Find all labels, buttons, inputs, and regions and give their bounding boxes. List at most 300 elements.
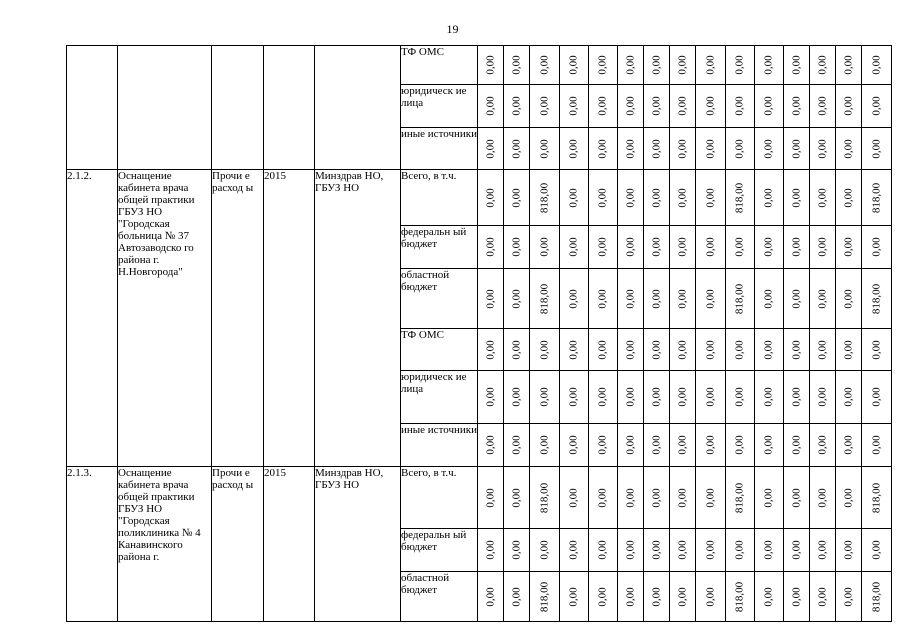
value-text: 0,00 [624, 540, 636, 560]
value-text: 0,00 [816, 96, 828, 116]
funding-source-text: федеральн ый бюджет [401, 226, 467, 250]
value-cell [810, 46, 836, 85]
funding-source-text: Всего, в т.ч. [401, 170, 457, 182]
value-text: 0,00 [842, 187, 854, 208]
value-cell [670, 467, 696, 529]
value-text: 0,00 [538, 55, 550, 75]
expense-type-text: Прочи е расход ы [212, 170, 254, 194]
value-text: 0,00 [510, 435, 522, 455]
value-cell [810, 572, 836, 622]
value-cell [530, 85, 560, 128]
value-cell [644, 269, 670, 329]
value-text: 0,00 [676, 339, 688, 360]
year [264, 170, 315, 467]
value-cell [836, 329, 862, 371]
value-text: 0,00 [816, 288, 828, 309]
value-text: 0,00 [676, 586, 688, 607]
value-text: 0,00 [762, 55, 775, 75]
value-text: 0,00 [704, 187, 716, 208]
year-text: 2015 [264, 467, 286, 479]
value-text: 0,00 [676, 540, 688, 560]
value-text: 0,00 [484, 288, 496, 309]
value-text: 0,00 [484, 487, 496, 508]
value-text: 818,00 [538, 182, 550, 213]
value-cell [755, 269, 784, 329]
value-cell [504, 269, 530, 329]
value-cell [810, 424, 836, 467]
value-text: 0,00 [733, 339, 746, 360]
item-code-text: 2.1.3. [67, 467, 92, 479]
value-cell [644, 46, 670, 85]
value-text: 0,00 [676, 435, 688, 455]
value-cell [670, 226, 696, 269]
value-cell [589, 424, 618, 467]
value-cell [696, 128, 726, 170]
value-text: 818,00 [733, 283, 746, 314]
value-text: 0,00 [733, 138, 746, 159]
value-cell [504, 371, 530, 424]
value-text: 0,00 [624, 55, 636, 75]
executor [315, 170, 401, 467]
value-text: 0,00 [624, 187, 636, 208]
value-cell [644, 226, 670, 269]
item-name [118, 467, 212, 622]
year-text: 2015 [264, 170, 286, 182]
value-text: 0,00 [676, 138, 688, 159]
value-cell [644, 128, 670, 170]
value-cell [836, 467, 862, 529]
value-cell [478, 128, 504, 170]
value-cell [755, 46, 784, 85]
value-cell [560, 269, 589, 329]
value-text: 0,00 [596, 487, 609, 508]
value-text: 0,00 [624, 435, 636, 455]
value-text: 818,00 [870, 283, 882, 314]
value-cell [862, 371, 892, 424]
value-text: 818,00 [538, 283, 550, 314]
value-cell [504, 226, 530, 269]
value-cell [478, 371, 504, 424]
value-text: 0,00 [704, 138, 716, 159]
value-cell [755, 226, 784, 269]
value-text: 0,00 [650, 387, 662, 407]
executor [315, 467, 401, 622]
funding-source-text: юридическ ие лица [401, 371, 467, 395]
value-cell [589, 572, 618, 622]
value-cell [504, 170, 530, 226]
funding-source [401, 85, 478, 128]
value-cell [726, 424, 755, 467]
value-text: 0,00 [816, 487, 828, 508]
value-text: 0,00 [650, 487, 662, 508]
value-cell [862, 128, 892, 170]
value-text: 0,00 [567, 55, 580, 75]
value-cell [670, 529, 696, 572]
value-text: 0,00 [650, 339, 662, 360]
expense-type [212, 170, 264, 467]
value-text: 0,00 [567, 288, 580, 309]
funding-source-text: Всего, в т.ч. [401, 467, 457, 479]
value-cell [589, 269, 618, 329]
value-text: 818,00 [733, 482, 746, 513]
value-text: 0,00 [567, 586, 580, 607]
value-cell [836, 85, 862, 128]
value-cell [784, 572, 810, 622]
value-text: 0,00 [510, 288, 522, 309]
value-text: 0,00 [733, 55, 746, 75]
value-text: 0,00 [704, 237, 716, 257]
value-text: 0,00 [790, 288, 802, 309]
value-cell [696, 170, 726, 226]
value-text: 0,00 [567, 237, 580, 257]
value-cell [810, 467, 836, 529]
value-text: 0,00 [816, 237, 828, 257]
value-text: 0,00 [816, 339, 828, 360]
value-cell [755, 572, 784, 622]
value-cell [670, 46, 696, 85]
funding-source [401, 371, 478, 424]
funding-source-text: федеральн ый бюджет [401, 529, 467, 553]
value-text: 0,00 [733, 96, 746, 116]
value-cell [530, 128, 560, 170]
value-cell [504, 85, 530, 128]
value-text: 0,00 [676, 187, 688, 208]
value-text: 0,00 [816, 138, 828, 159]
value-cell [530, 269, 560, 329]
value-cell [670, 329, 696, 371]
value-cell [862, 529, 892, 572]
expense-type [212, 467, 264, 622]
value-text: 0,00 [624, 586, 636, 607]
expense-type-text: Прочи е расход ы [212, 467, 254, 491]
value-cell [755, 329, 784, 371]
value-cell [670, 424, 696, 467]
value-cell [755, 529, 784, 572]
value-cell [618, 371, 644, 424]
value-cell [644, 371, 670, 424]
value-text: 0,00 [567, 339, 580, 360]
value-text: 0,00 [650, 96, 662, 116]
value-text: 0,00 [762, 187, 775, 208]
funding-source [401, 128, 478, 170]
value-text: 0,00 [816, 586, 828, 607]
expense-type [212, 46, 264, 170]
value-text: 0,00 [538, 339, 550, 360]
value-cell [504, 529, 530, 572]
value-text: 0,00 [762, 387, 775, 407]
value-cell [589, 128, 618, 170]
value-cell [644, 329, 670, 371]
value-cell [784, 46, 810, 85]
value-text: 0,00 [676, 288, 688, 309]
value-cell [589, 226, 618, 269]
value-text: 0,00 [762, 237, 775, 257]
value-cell [696, 226, 726, 269]
value-text: 0,00 [484, 540, 496, 560]
value-cell [784, 170, 810, 226]
value-cell [589, 46, 618, 85]
value-text: 0,00 [510, 187, 522, 208]
value-text: 0,00 [567, 540, 580, 560]
funding-source [401, 529, 478, 572]
value-cell [618, 329, 644, 371]
value-cell [670, 85, 696, 128]
page-number: 19 [446, 22, 459, 36]
funding-source [401, 572, 478, 622]
value-text: 0,00 [790, 237, 802, 257]
value-cell [696, 371, 726, 424]
value-text: 0,00 [567, 187, 580, 208]
value-cell [755, 128, 784, 170]
value-text: 818,00 [870, 482, 882, 513]
value-cell [618, 46, 644, 85]
value-text: 0,00 [790, 586, 802, 607]
value-text: 0,00 [842, 138, 854, 159]
value-cell [810, 329, 836, 371]
value-text: 0,00 [510, 55, 522, 75]
value-text: 0,00 [676, 96, 688, 116]
value-text: 0,00 [704, 487, 716, 508]
value-cell [726, 572, 755, 622]
value-cell [862, 269, 892, 329]
value-text: 0,00 [733, 435, 746, 455]
value-text: 0,00 [762, 540, 775, 560]
value-text: 0,00 [704, 339, 716, 360]
year [264, 46, 315, 170]
value-cell [644, 170, 670, 226]
value-cell [589, 529, 618, 572]
value-cell [862, 572, 892, 622]
value-text: 0,00 [842, 487, 854, 508]
value-text: 0,00 [650, 55, 662, 75]
value-cell [560, 529, 589, 572]
funding-source [401, 424, 478, 467]
value-text: 0,00 [596, 387, 609, 407]
value-text: 0,00 [704, 55, 716, 75]
value-cell [836, 572, 862, 622]
value-cell [560, 371, 589, 424]
value-cell [696, 269, 726, 329]
table-row [67, 170, 892, 226]
value-text: 0,00 [596, 187, 609, 208]
value-cell [618, 269, 644, 329]
value-text: 0,00 [538, 138, 550, 159]
value-text: 0,00 [650, 540, 662, 560]
value-text: 0,00 [704, 435, 716, 455]
value-cell [644, 467, 670, 529]
value-cell [784, 529, 810, 572]
value-text: 0,00 [650, 187, 662, 208]
value-cell [589, 371, 618, 424]
value-text: 0,00 [790, 187, 802, 208]
value-cell [784, 467, 810, 529]
item-name [118, 46, 212, 170]
value-text: 0,00 [538, 387, 550, 407]
value-cell [836, 371, 862, 424]
value-text: 0,00 [790, 435, 802, 455]
value-text: 0,00 [733, 540, 746, 560]
value-text: 0,00 [870, 237, 882, 257]
value-cell [836, 529, 862, 572]
value-text: 0,00 [650, 288, 662, 309]
value-text: 0,00 [596, 288, 609, 309]
value-cell [504, 424, 530, 467]
budget-table [66, 45, 892, 622]
funding-source [401, 226, 478, 269]
value-cell [504, 128, 530, 170]
funding-source [401, 329, 478, 371]
value-cell [644, 529, 670, 572]
value-text: 0,00 [567, 435, 580, 455]
value-cell [530, 329, 560, 371]
value-text: 0,00 [650, 138, 662, 159]
value-cell [478, 269, 504, 329]
value-cell [618, 467, 644, 529]
value-text: 818,00 [870, 182, 882, 213]
value-cell [530, 170, 560, 226]
value-text: 0,00 [842, 387, 854, 407]
value-text: 0,00 [762, 586, 775, 607]
executor-text: Минздрав НО, ГБУЗ НО [315, 170, 384, 194]
value-text: 0,00 [870, 96, 882, 116]
value-cell [478, 467, 504, 529]
value-cell [784, 269, 810, 329]
value-cell [560, 572, 589, 622]
value-cell [478, 572, 504, 622]
value-cell [836, 226, 862, 269]
value-cell [618, 572, 644, 622]
executor [315, 46, 401, 170]
value-cell [726, 170, 755, 226]
value-cell [504, 572, 530, 622]
value-cell [478, 329, 504, 371]
year [264, 467, 315, 622]
value-text: 0,00 [733, 237, 746, 257]
value-text: 0,00 [538, 96, 550, 116]
value-cell [696, 46, 726, 85]
value-text: 0,00 [650, 237, 662, 257]
value-text: 0,00 [624, 96, 636, 116]
value-cell [862, 46, 892, 85]
value-text: 0,00 [816, 435, 828, 455]
value-cell [784, 226, 810, 269]
value-text: 0,00 [870, 339, 882, 360]
value-cell [836, 424, 862, 467]
value-cell [560, 170, 589, 226]
value-text: 0,00 [816, 387, 828, 407]
value-text: 0,00 [538, 540, 550, 560]
value-cell [862, 85, 892, 128]
value-text: 0,00 [484, 138, 496, 159]
value-text: 0,00 [870, 540, 882, 560]
value-text: 0,00 [567, 387, 580, 407]
table-row [67, 46, 892, 85]
value-cell [504, 329, 530, 371]
value-text: 0,00 [676, 237, 688, 257]
value-cell [862, 424, 892, 467]
value-cell [504, 467, 530, 529]
value-cell [560, 46, 589, 85]
value-cell [755, 85, 784, 128]
value-cell [504, 46, 530, 85]
value-text: 0,00 [567, 96, 580, 116]
value-cell [810, 85, 836, 128]
value-cell [478, 46, 504, 85]
value-cell [726, 467, 755, 529]
value-text: 0,00 [484, 435, 496, 455]
value-cell [810, 269, 836, 329]
value-text: 0,00 [596, 339, 609, 360]
value-text: 0,00 [790, 55, 802, 75]
value-cell [644, 424, 670, 467]
value-text: 0,00 [816, 540, 828, 560]
value-text: 0,00 [704, 540, 716, 560]
value-text: 818,00 [538, 581, 550, 612]
value-text: 0,00 [538, 237, 550, 257]
value-cell [726, 329, 755, 371]
value-text: 0,00 [484, 237, 496, 257]
value-cell [755, 424, 784, 467]
value-text: 0,00 [762, 487, 775, 508]
value-cell [478, 529, 504, 572]
value-text: 0,00 [567, 138, 580, 159]
value-cell [530, 572, 560, 622]
value-cell [530, 226, 560, 269]
funding-source-text: ТФ ОМС [401, 329, 444, 341]
value-text: 0,00 [484, 586, 496, 607]
value-cell [560, 424, 589, 467]
value-text: 0,00 [596, 96, 609, 116]
table-row [67, 467, 892, 529]
value-cell [670, 269, 696, 329]
value-text: 0,00 [484, 55, 496, 75]
value-text: 0,00 [538, 435, 550, 455]
value-cell [755, 467, 784, 529]
value-text: 0,00 [842, 288, 854, 309]
value-cell [755, 170, 784, 226]
value-cell [726, 46, 755, 85]
value-text: 818,00 [870, 581, 882, 612]
value-text: 0,00 [596, 138, 609, 159]
value-text: 0,00 [762, 435, 775, 455]
value-text: 0,00 [762, 288, 775, 309]
value-text: 818,00 [733, 581, 746, 612]
value-text: 0,00 [510, 237, 522, 257]
item-code [67, 467, 118, 622]
value-text: 0,00 [870, 435, 882, 455]
value-cell [478, 226, 504, 269]
value-cell [784, 371, 810, 424]
funding-source-text: областной бюджет [401, 269, 450, 293]
value-cell [696, 85, 726, 128]
value-cell [726, 128, 755, 170]
value-text: 0,00 [676, 487, 688, 508]
value-cell [726, 529, 755, 572]
value-text: 0,00 [842, 237, 854, 257]
value-text: 0,00 [484, 96, 496, 116]
item-name [118, 170, 212, 467]
value-text: 0,00 [870, 55, 882, 75]
value-text: 0,00 [816, 55, 828, 75]
value-cell [810, 170, 836, 226]
value-cell [696, 329, 726, 371]
value-cell [836, 269, 862, 329]
value-text: 0,00 [704, 288, 716, 309]
funding-source-text: ТФ ОМС [401, 46, 444, 58]
item-name-text: Оснащение кабинета врача общей практики ГБУЗ НО "Городская поликлиника № 4 Канавинского района г. [118, 467, 201, 563]
value-cell [478, 170, 504, 226]
funding-source [401, 46, 478, 85]
